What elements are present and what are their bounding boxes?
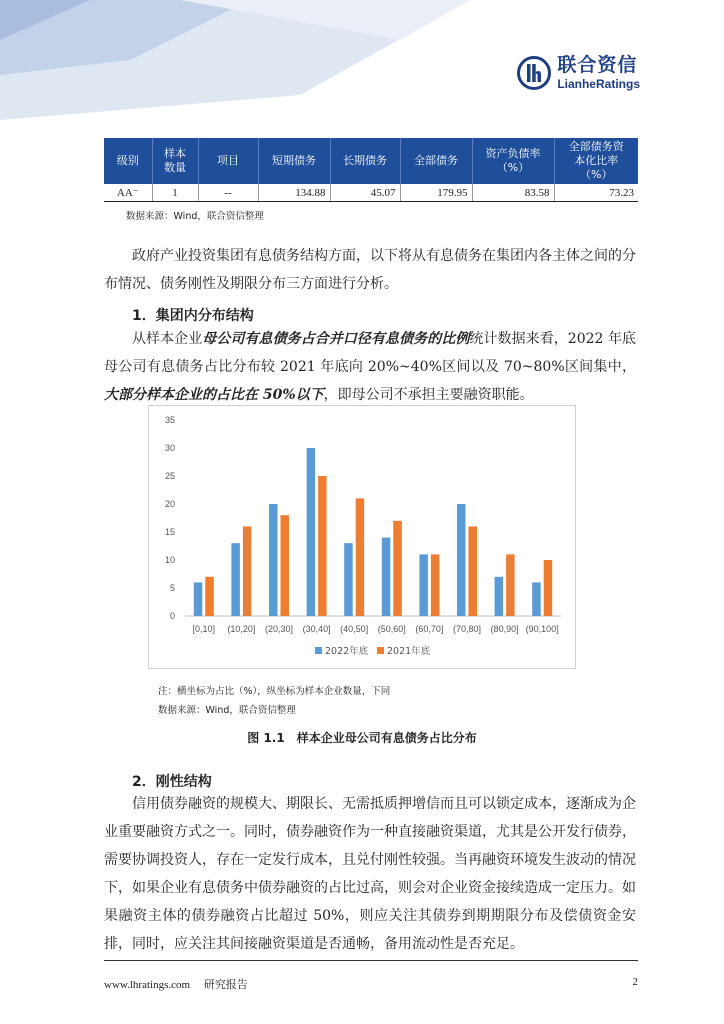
x-tick-label: (90,100] (525, 624, 559, 634)
bar-2022 (344, 543, 353, 616)
bar-2021 (393, 521, 402, 616)
bar-chart (149, 406, 575, 668)
x-tick-label: (40,50] (340, 624, 369, 634)
paragraph-text: 统计数据来看，2022 年底母公司有息债务占比分布较 2021 年底向 20%~40%区间以及 70~80%区间集中， (104, 331, 637, 375)
paragraph-text: ，即母公司不承担主要融资职能。 (323, 387, 534, 403)
logo-english-name: LianheRatings (557, 77, 640, 91)
x-tick-label: (20,30] (264, 624, 294, 634)
x-tick-label: (30,40] (302, 624, 331, 634)
emphasis-text: 大部分样本企业的占比在 50%以下 (104, 387, 324, 403)
y-tick-label: 35 (164, 415, 175, 425)
y-tick-label: 15 (164, 527, 175, 537)
section-title-distribution: 1．集团内分布结构 (132, 308, 254, 324)
debt-structure-table (104, 138, 638, 202)
table-header-cell: 级别 (104, 138, 152, 184)
bar-2022 (532, 582, 541, 616)
table-header-row (104, 138, 638, 184)
footer-site: www.lhratings.com 研究报告 (104, 979, 248, 991)
y-tick-label: 5 (169, 583, 175, 593)
page-number: 2 (632, 976, 638, 988)
table-cell: 83.58 (472, 184, 554, 202)
figure-caption: 图 1.1 样本企业母公司有息债务占比分布 (247, 731, 477, 745)
legend-label: 2021年底 (387, 646, 431, 657)
bar-2021 (544, 560, 553, 616)
logo-chinese-name: 联合资信 (557, 54, 638, 76)
y-tick-label: 10 (164, 555, 175, 565)
bar-2021 (506, 554, 514, 616)
chart-frame (148, 405, 576, 669)
x-tick-label: (50,60] (377, 624, 406, 634)
table-cell: 45.07 (330, 184, 400, 202)
x-tick-label: (70,80] (452, 624, 482, 634)
paragraph-intro: 政府产业投资集团有息债务结构方面，以下将从有息债务在集团内各主体之间的分布情况、债务刚性及期限分布三方面进行分析。 (104, 248, 636, 292)
bar-2022 (495, 577, 504, 616)
bar-2022 (269, 504, 278, 616)
bar-2022 (382, 538, 391, 616)
table-header-cell: 长期债务 (330, 138, 400, 184)
table-cell: 179.95 (400, 184, 472, 202)
x-tick-label: [0,10] (192, 624, 216, 634)
table-cell: -- (198, 184, 258, 202)
table-cell: 73.23 (554, 184, 638, 202)
y-tick-label: 0 (169, 611, 175, 621)
company-logo (517, 56, 640, 90)
bar-2021 (356, 498, 365, 616)
legend-swatch (377, 647, 384, 654)
table-cell: AA⁻ (104, 184, 152, 202)
bar-2021 (469, 526, 478, 616)
table-body (104, 184, 638, 202)
bar-2021 (281, 515, 290, 616)
legend-label: 2022年底 (325, 646, 369, 657)
table-header-cell: 短期债务 (258, 138, 330, 184)
table-source-note: 数据来源：Wind，联合资信整理 (126, 211, 264, 222)
table-header-cell: 全部债务 (400, 138, 472, 184)
paragraph-text: 从样本企业 (132, 331, 203, 347)
bar-2022 (231, 543, 240, 616)
table-header-cell: 资产负债率 （%） (472, 138, 554, 184)
table-header-cell: 全部债务资 本化比率 （%） (554, 138, 638, 184)
y-tick-label: 30 (164, 443, 175, 453)
bar-2021 (243, 526, 252, 616)
bar-2022 (457, 504, 466, 616)
bar-2022 (419, 554, 428, 616)
x-tick-label: (10,20] (227, 624, 256, 634)
bar-2021 (431, 554, 440, 616)
lianhe-logo-icon (517, 56, 551, 90)
table-header-cell: 项目 (198, 138, 258, 184)
paragraph-distribution (104, 325, 636, 409)
bar-2022 (307, 448, 316, 616)
paragraph-rigidity: 信用债券融资的规模大、期限长、无需抵质押增信而且可以锁定成本，逐渐成为企业重要融资方式之一。同时，债券融资作为一种直接融资渠道，尤其是公开发行债券，需要协调投资人，存在一定发行成本，且兑付刚性较强。当再融资环境发生波动的情况下，如果企业有息债务中债券融资的占比过高，则会对企业资金接续造成一定压力。如果融资主体的债券融资占比超过 50%，则应关注其债券到期期限分布及偿债资金安排，同时，应关注其间接融资渠道是否通畅，备用流动性是否充足。 (104, 796, 636, 952)
table-header-cell: 样本 数量 (152, 138, 198, 184)
bar-2021 (318, 476, 327, 616)
y-tick-label: 25 (164, 471, 175, 481)
section-title-rigidity: 2．刚性结构 (132, 774, 212, 790)
x-tick-label: (80,90] (490, 624, 519, 634)
footer-divider (104, 960, 638, 961)
emphasis-text: 母公司有息债务占合并口径有息债务的比例 (202, 331, 470, 347)
bar-2022 (194, 582, 203, 616)
x-tick-label: (60,70] (415, 624, 444, 634)
bar-2021 (205, 577, 214, 616)
legend-swatch (315, 647, 322, 654)
table-row (104, 184, 638, 202)
y-tick-label: 20 (164, 499, 175, 509)
table-cell: 1 (152, 184, 198, 202)
chart-source-note: 数据来源：Wind，联合资信整理 (158, 705, 296, 716)
table-cell: 134.88 (258, 184, 330, 202)
chart-note: 注：横坐标为占比（%），纵坐标为样本企业数量，下同 (158, 686, 391, 697)
